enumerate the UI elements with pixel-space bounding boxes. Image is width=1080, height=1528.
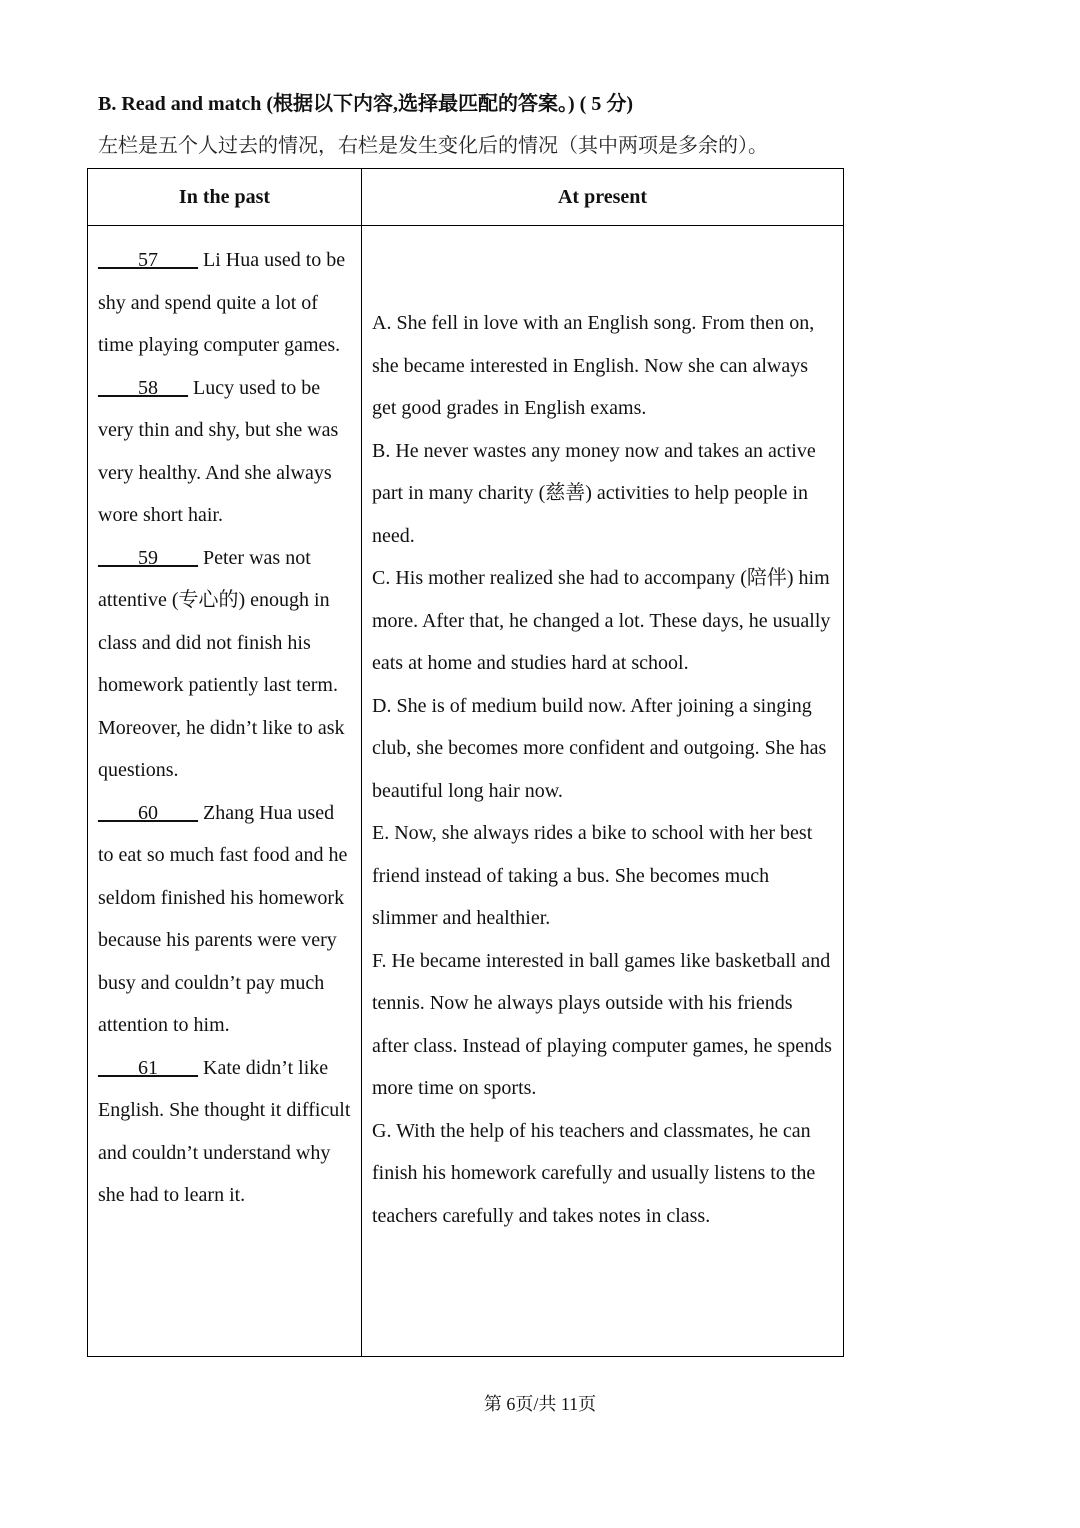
past-item-59 (98, 537, 353, 792)
past-column-header: In the past (88, 169, 362, 226)
answer-blank-60[interactable]: ____60____ (98, 801, 198, 824)
past-item-60 (98, 792, 353, 1047)
section-heading: B. Read and match (根据以下内容,选择最匹配的答案。) ( 5 分) (98, 93, 633, 115)
option-d: D. She is of medium build now. After joining a singing club, she becomes more confident and outgoing. She has beautiful long hair now. (372, 694, 827, 802)
option-e: E. Now, she always rides a bike to school with her best friend instead of taking a bus. She becomes much slimmer and healthier. (372, 822, 813, 929)
present-column-header: At present (362, 169, 844, 226)
past-item-text: Kate didn’t like English. She thought it difficult and couldn’t understand why she had to learn it. (98, 1056, 351, 1206)
option-a: A. She fell in love with an English song. From then on, she became interested in English. Now she can always get good grades in English exams. (372, 312, 815, 419)
page-number: 第 6页/共 11页 (483, 1394, 597, 1414)
past-item-text: Li Hua used to be shy and spend quite a lot of time playing computer games. (98, 249, 346, 356)
header-row (88, 169, 844, 226)
option-g: G. With the help of his teachers and classmates, he can finish his homework carefully and usually listens to the teachers carefully and takes notes in class. (372, 1119, 816, 1227)
past-item-text: Lucy used to be very thin and shy, but she was very healthy. And she always wore short hair. (98, 376, 339, 526)
past-item-57 (98, 239, 353, 367)
answer-blank-59[interactable]: ____59____ (98, 546, 198, 569)
past-item-61 (98, 1047, 353, 1217)
option-c: C. His mother realized she had to accompany (陪伴) him more. After that, he changed a lot. These days, he usually eats at home and studies hard at school. (372, 567, 831, 674)
answer-blank-61[interactable]: ____61____ (98, 1056, 198, 1079)
answer-blank-58[interactable]: ____58___ (98, 376, 188, 399)
past-item-text: Peter was not attentive (专心的) enough in class and did not finish his homework patiently last term. Moreover, he didn’t like to ask questions. (98, 546, 345, 781)
option-f: F. He became interested in ball games like basketball and tennis. Now he always plays outside with his friends after class. Instead of playing computer games, he spends more time on sports. (372, 949, 832, 1099)
section-instruction: 左栏是五个人过去的情况，右栏是发生变化后的情况（其中两项是多余的）。 (98, 135, 768, 157)
past-item-text: Zhang Hua used to eat so much fast food and he seldom finished his homework because his parents were very busy and couldn’t pay much attention to him. (98, 801, 348, 1036)
past-item-58 (98, 367, 353, 537)
match-table (87, 168, 844, 1357)
content-row (88, 226, 844, 1357)
present-cell (362, 226, 844, 1357)
option-b: B. He never wastes any money now and takes an active part in many charity (慈善) activities to help people in need. (372, 439, 816, 547)
past-cell (88, 226, 362, 1357)
answer-blank-57[interactable]: ____57____ (98, 249, 198, 271)
